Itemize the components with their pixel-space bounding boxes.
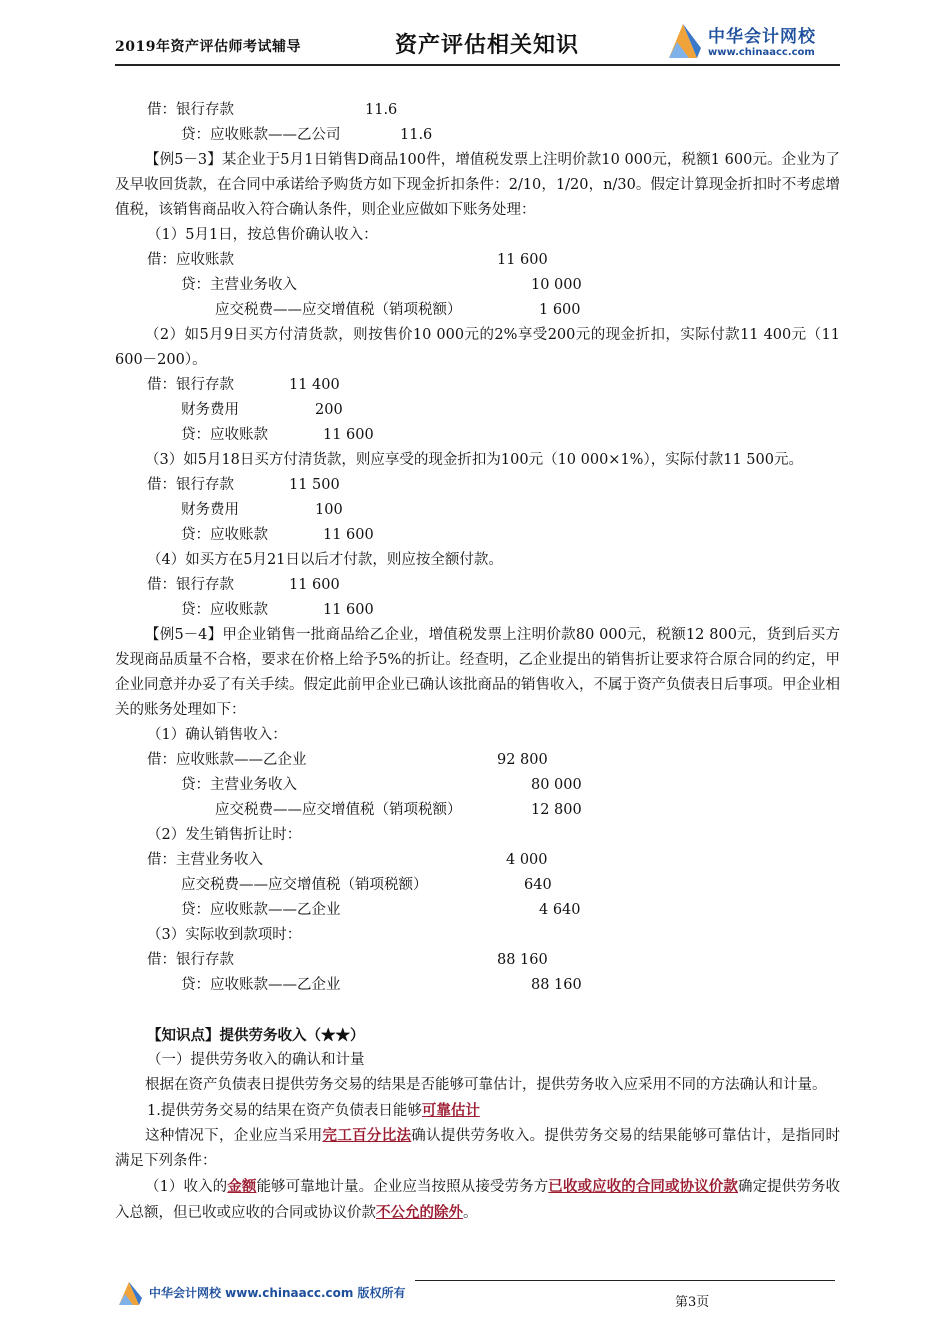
entry-line: 借：银行存款 11 400: [147, 377, 340, 393]
knowledge-heading: 1.提供劳务交易的结果在资产负债表日能够可靠估计: [147, 1102, 480, 1119]
step-heading: （2）发生销售折让时：: [147, 827, 302, 843]
entry-line: 贷：应收账款 11 600: [181, 602, 374, 618]
highlight-term: 不公允的除外: [376, 1204, 463, 1221]
highlight-term: 可靠估计: [421, 1102, 480, 1119]
brand-logo: [663, 18, 843, 64]
header-course-title: 2019年资产评估师考试辅导: [115, 39, 301, 55]
entry-line: 财务费用 200: [181, 402, 343, 418]
header-subject-title: 资产评估相关知识: [395, 32, 580, 58]
footer-copyright: 中华会计网校 www.chinaacc.com 版权所有: [149, 1286, 406, 1300]
entry-line: 借：银行存款 11 500: [147, 477, 340, 493]
footer-logo-icon: [115, 1278, 145, 1308]
page-footer: [115, 1275, 840, 1315]
entry-line: 贷：应收账款 11 600: [181, 527, 374, 543]
knowledge-paragraph: （1）收入的金额能够可靠地计量。企业应当按照从接受劳务方已收或应收的合同或协议价款确定提供劳务收入总额，但已收或应收的合同或协议价款不公允的除外。: [115, 1178, 841, 1221]
knowledge-point-subtitle: （一）提供劳务收入的确认和计量: [147, 1052, 365, 1068]
entry-line: 借：应收账款 11 600: [147, 252, 548, 268]
entry-line: 贷：主营业务收入 80 000: [181, 777, 582, 793]
entry-line: 应交税费——应交增值税（销项税额） 12 800: [215, 802, 582, 818]
section-spacer: [115, 998, 840, 1023]
entry-line: 财务费用 100: [181, 502, 343, 518]
step-paragraph: （2）如5月9日买方付清货款，则按售价10 000元的2%享受200元的现金折扣，实际付款11 400元（11 600－200）。: [115, 327, 840, 368]
entry-line: 贷：应收账款 11 600: [181, 427, 374, 443]
document-body: [115, 98, 840, 1226]
highlight-term: 金额: [227, 1178, 257, 1195]
step-heading: （1）5月1日，按总售价确认收入：: [147, 227, 378, 243]
entry-line: 借：应收账款——乙企业 92 800: [147, 752, 548, 768]
entry-line: 贷：应收账款——乙企业 4 640: [181, 902, 581, 918]
brand-logo-icon: [663, 18, 705, 62]
knowledge-paragraph: 这种情况下，企业应当采用完工百分比法确认提供劳务收入。提供劳务交易的结果能够可靠估计，是指同时满足下列条件：: [115, 1127, 841, 1169]
example-5-3: 【例5－3】某企业于5月1日销售D商品100件，增值税发票上注明价款10 000元，税额1 600元。企业为了及早收回货款，在合同中承诺给予购货方如下现金折扣条件：2/10，1/20，n/30。假定计算现金折扣时不考虑增值税，该销售商品收入符合确认条件，则企业应做如下账务处理：: [115, 152, 840, 218]
step-heading: （4）如买方在5月21日以后才付款，则应按全额付款。: [147, 552, 503, 568]
entry-line: 借：银行存款 11.6: [147, 102, 398, 118]
step-heading: （3）实际收到款项时：: [147, 927, 302, 943]
entry-line: 贷：应收账款——乙企业 88 160: [181, 977, 582, 993]
step-heading: （1）确认销售收入：: [147, 727, 287, 743]
entry-line: 借：银行存款 88 160: [147, 952, 548, 968]
highlight-term: 完工百分比法: [322, 1127, 412, 1144]
entry-line: 贷：主营业务收入 10 000: [181, 277, 582, 293]
entry-line: 借：银行存款 11 600: [147, 577, 340, 593]
brand-url: www.chinaacc.com: [708, 47, 815, 58]
knowledge-paragraph: 根据在资产负债表日提供劳务交易的结果是否能够可靠估计，提供劳务收入应采用不同的方法确认和计量。: [145, 1077, 827, 1093]
entry-line: 贷：应收账款——乙公司 11.6: [181, 127, 433, 143]
step-paragraph: （3）如5月18日买方付清货款，则应享受的现金折扣为100元（10 000×1%），实际付款11 500元。: [145, 452, 803, 468]
entry-line: 借：主营业务收入 4 000: [147, 852, 548, 868]
page-number: 第3页: [675, 1295, 710, 1310]
example-5-4: 【例5－4】甲企业销售一批商品给乙企业，增值税发票上注明价款80 000元，税额12 800元，货到后买方发现商品质量不合格，要求在价格上给予5%的折让。经查明，乙企业提出的销售折让要求符合原合同的约定，甲企业同意并办妥了有关手续。假定此前甲企业已确认该批商品的销售收入，不属于资产负债表日后事项。甲企业相关的账务处理如下：: [115, 627, 841, 718]
highlight-term: 已收或应收的合同或协议价款: [548, 1178, 738, 1195]
footer-divider: [415, 1280, 835, 1281]
knowledge-point-title: 【知识点】提供劳务收入（★★）: [147, 1027, 365, 1044]
brand-name: 中华会计网校: [708, 27, 816, 47]
page-header: [115, 18, 840, 64]
entry-line: 应交税费——应交增值税（销项税额） 640: [181, 877, 552, 893]
entry-line: 应交税费——应交增值税（销项税额） 1 600: [215, 302, 581, 318]
header-divider: [115, 64, 840, 66]
